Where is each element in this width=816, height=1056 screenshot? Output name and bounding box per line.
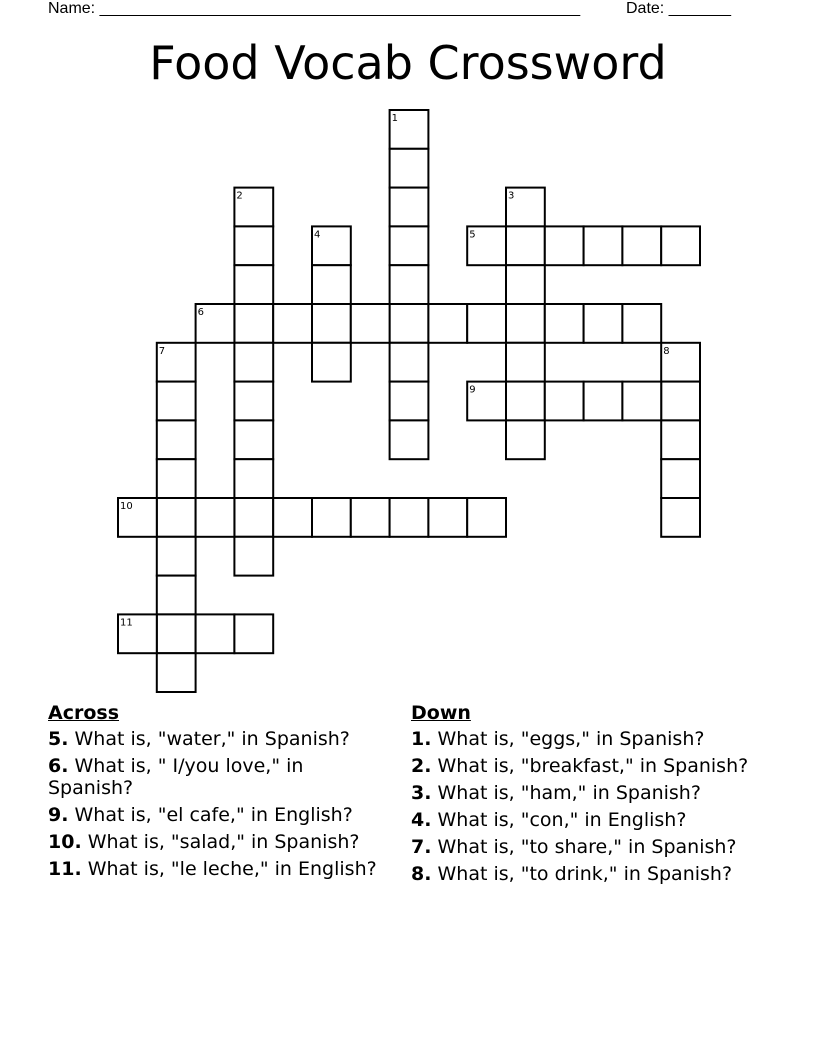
down-clue-7 bbox=[411, 836, 751, 858]
grid-cell[interactable] bbox=[234, 226, 273, 265]
grid-cell[interactable] bbox=[312, 265, 351, 304]
clue-number: 5. bbox=[48, 728, 69, 750]
down-clue-8 bbox=[411, 863, 751, 885]
grid-cell[interactable] bbox=[622, 226, 661, 265]
grid-clue-number: 4 bbox=[314, 229, 321, 241]
clue-text: What is, "eggs," in Spanish? bbox=[431, 728, 705, 750]
grid-clue-number: 10 bbox=[120, 501, 133, 512]
across-clue-6 bbox=[48, 755, 388, 799]
grid-cell[interactable] bbox=[661, 498, 700, 537]
down-clue-1 bbox=[411, 728, 751, 750]
grid-cell[interactable] bbox=[390, 498, 429, 537]
grid-clue-number: 9 bbox=[469, 384, 476, 396]
grid-cell[interactable] bbox=[157, 653, 196, 692]
clue-text: What is, "ham," in Spanish? bbox=[431, 782, 701, 804]
grid-cell[interactable] bbox=[234, 304, 273, 343]
grid-cell[interactable] bbox=[545, 304, 584, 343]
clue-number: 8. bbox=[411, 863, 432, 885]
down-clue-3 bbox=[411, 782, 751, 804]
clue-number: 3. bbox=[411, 782, 432, 804]
clue-text: What is, "el cafe," in English? bbox=[68, 804, 353, 826]
down-clues bbox=[411, 702, 751, 890]
across-clue-10 bbox=[48, 831, 388, 853]
across-heading: Across bbox=[48, 702, 120, 724]
grid-cell[interactable] bbox=[390, 343, 429, 382]
grid-cell[interactable] bbox=[390, 304, 429, 343]
grid-cell[interactable] bbox=[234, 382, 273, 421]
grid-cell[interactable] bbox=[351, 498, 390, 537]
grid-clue-number: 1 bbox=[391, 113, 398, 124]
clue-number: 4. bbox=[411, 809, 432, 831]
grid-cell[interactable] bbox=[390, 226, 429, 265]
grid-cell[interactable] bbox=[661, 226, 700, 265]
grid-cell[interactable] bbox=[234, 343, 273, 382]
grid-cell[interactable] bbox=[506, 304, 545, 343]
grid-cell[interactable] bbox=[584, 304, 623, 343]
clue-text: What is, "to drink," in Spanish? bbox=[431, 863, 733, 885]
across-clues bbox=[48, 702, 388, 885]
clue-number: 10. bbox=[48, 831, 82, 853]
grid-cell[interactable] bbox=[467, 498, 506, 537]
grid-cell[interactable] bbox=[273, 498, 312, 537]
grid-cell[interactable] bbox=[312, 343, 351, 382]
grid-cell[interactable] bbox=[661, 459, 700, 498]
grid-cell[interactable] bbox=[273, 304, 312, 343]
clue-text: What is, "breakfast," in Spanish? bbox=[431, 755, 749, 777]
clue-text: What is, "to share," in Spanish? bbox=[431, 836, 737, 858]
grid-cell[interactable] bbox=[157, 576, 196, 615]
grid-cell[interactable] bbox=[312, 498, 351, 537]
grid-clue-number: 2 bbox=[236, 190, 243, 202]
grid-cell[interactable] bbox=[428, 498, 467, 537]
grid-cell[interactable] bbox=[196, 614, 235, 653]
clue-number: 9. bbox=[48, 804, 69, 826]
grid-clue-number: 11 bbox=[120, 617, 133, 629]
grid-cell[interactable] bbox=[312, 304, 351, 343]
grid-cell[interactable] bbox=[234, 498, 273, 537]
grid-clue-number: 6 bbox=[197, 307, 204, 318]
clue-number: 2. bbox=[411, 755, 432, 777]
grid-cell[interactable] bbox=[390, 188, 429, 227]
grid-cell[interactable] bbox=[506, 265, 545, 304]
clue-text: What is, "con," in English? bbox=[431, 809, 687, 831]
grid-cell[interactable] bbox=[351, 304, 390, 343]
clue-number: 7. bbox=[411, 836, 432, 858]
grid-cell[interactable] bbox=[622, 304, 661, 343]
clue-text: What is, "water," in Spanish? bbox=[68, 728, 350, 750]
grid-clue-number: 5 bbox=[469, 229, 476, 241]
grid-cell[interactable] bbox=[157, 382, 196, 421]
grid-cell[interactable] bbox=[234, 459, 273, 498]
grid-cell[interactable] bbox=[157, 537, 196, 576]
grid-cell[interactable] bbox=[467, 304, 506, 343]
clue-text: What is, "le leche," in English? bbox=[81, 858, 377, 880]
grid-cell[interactable] bbox=[234, 265, 273, 304]
grid-clue-number: 3 bbox=[508, 190, 515, 202]
grid-cell[interactable] bbox=[506, 226, 545, 265]
clue-text: What is, "salad," in Spanish? bbox=[81, 831, 360, 853]
grid-cell[interactable] bbox=[661, 382, 700, 421]
grid-cell[interactable] bbox=[545, 382, 584, 421]
across-clue-9 bbox=[48, 804, 388, 826]
down-clue-4 bbox=[411, 809, 751, 831]
grid-cell[interactable] bbox=[584, 226, 623, 265]
grid-cell[interactable] bbox=[390, 420, 429, 459]
name-field[interactable]: Name: ______________________________________________________ bbox=[48, 0, 581, 17]
grid-cell[interactable] bbox=[157, 459, 196, 498]
across-clue-5 bbox=[48, 728, 388, 750]
grid-cell[interactable] bbox=[390, 265, 429, 304]
grid-clue-number: 7 bbox=[158, 345, 166, 357]
grid-cell[interactable] bbox=[622, 382, 661, 421]
down-heading: Down bbox=[411, 702, 471, 724]
grid-cell[interactable] bbox=[157, 420, 196, 459]
clue-number: 11. bbox=[48, 858, 82, 880]
grid-clue-number: 8 bbox=[663, 345, 670, 357]
down-clue-2 bbox=[411, 755, 751, 777]
grid-cell[interactable] bbox=[234, 420, 273, 459]
date-field[interactable]: Date: _______ bbox=[626, 0, 731, 17]
grid-cell[interactable] bbox=[428, 304, 467, 343]
grid-cell[interactable] bbox=[234, 537, 273, 576]
grid-cell[interactable] bbox=[584, 382, 623, 421]
page-title: Food Vocab Crossword bbox=[149, 36, 667, 90]
grid-cell[interactable] bbox=[234, 614, 273, 653]
clue-number: 6. bbox=[48, 755, 69, 777]
clue-text: What is, " I/you love," in Spanish? bbox=[48, 755, 304, 799]
grid-cell[interactable] bbox=[661, 420, 700, 459]
grid-cell[interactable] bbox=[390, 149, 429, 188]
grid-cell[interactable] bbox=[545, 226, 584, 265]
grid-cell[interactable] bbox=[506, 420, 545, 459]
grid-cell[interactable] bbox=[506, 382, 545, 421]
grid-cell[interactable] bbox=[157, 614, 196, 653]
clue-number: 1. bbox=[411, 728, 432, 750]
grid-cell[interactable] bbox=[390, 382, 429, 421]
grid-cell[interactable] bbox=[157, 498, 196, 537]
across-clue-11 bbox=[48, 858, 388, 880]
grid-cell[interactable] bbox=[196, 498, 235, 537]
grid-cell[interactable] bbox=[506, 343, 545, 382]
